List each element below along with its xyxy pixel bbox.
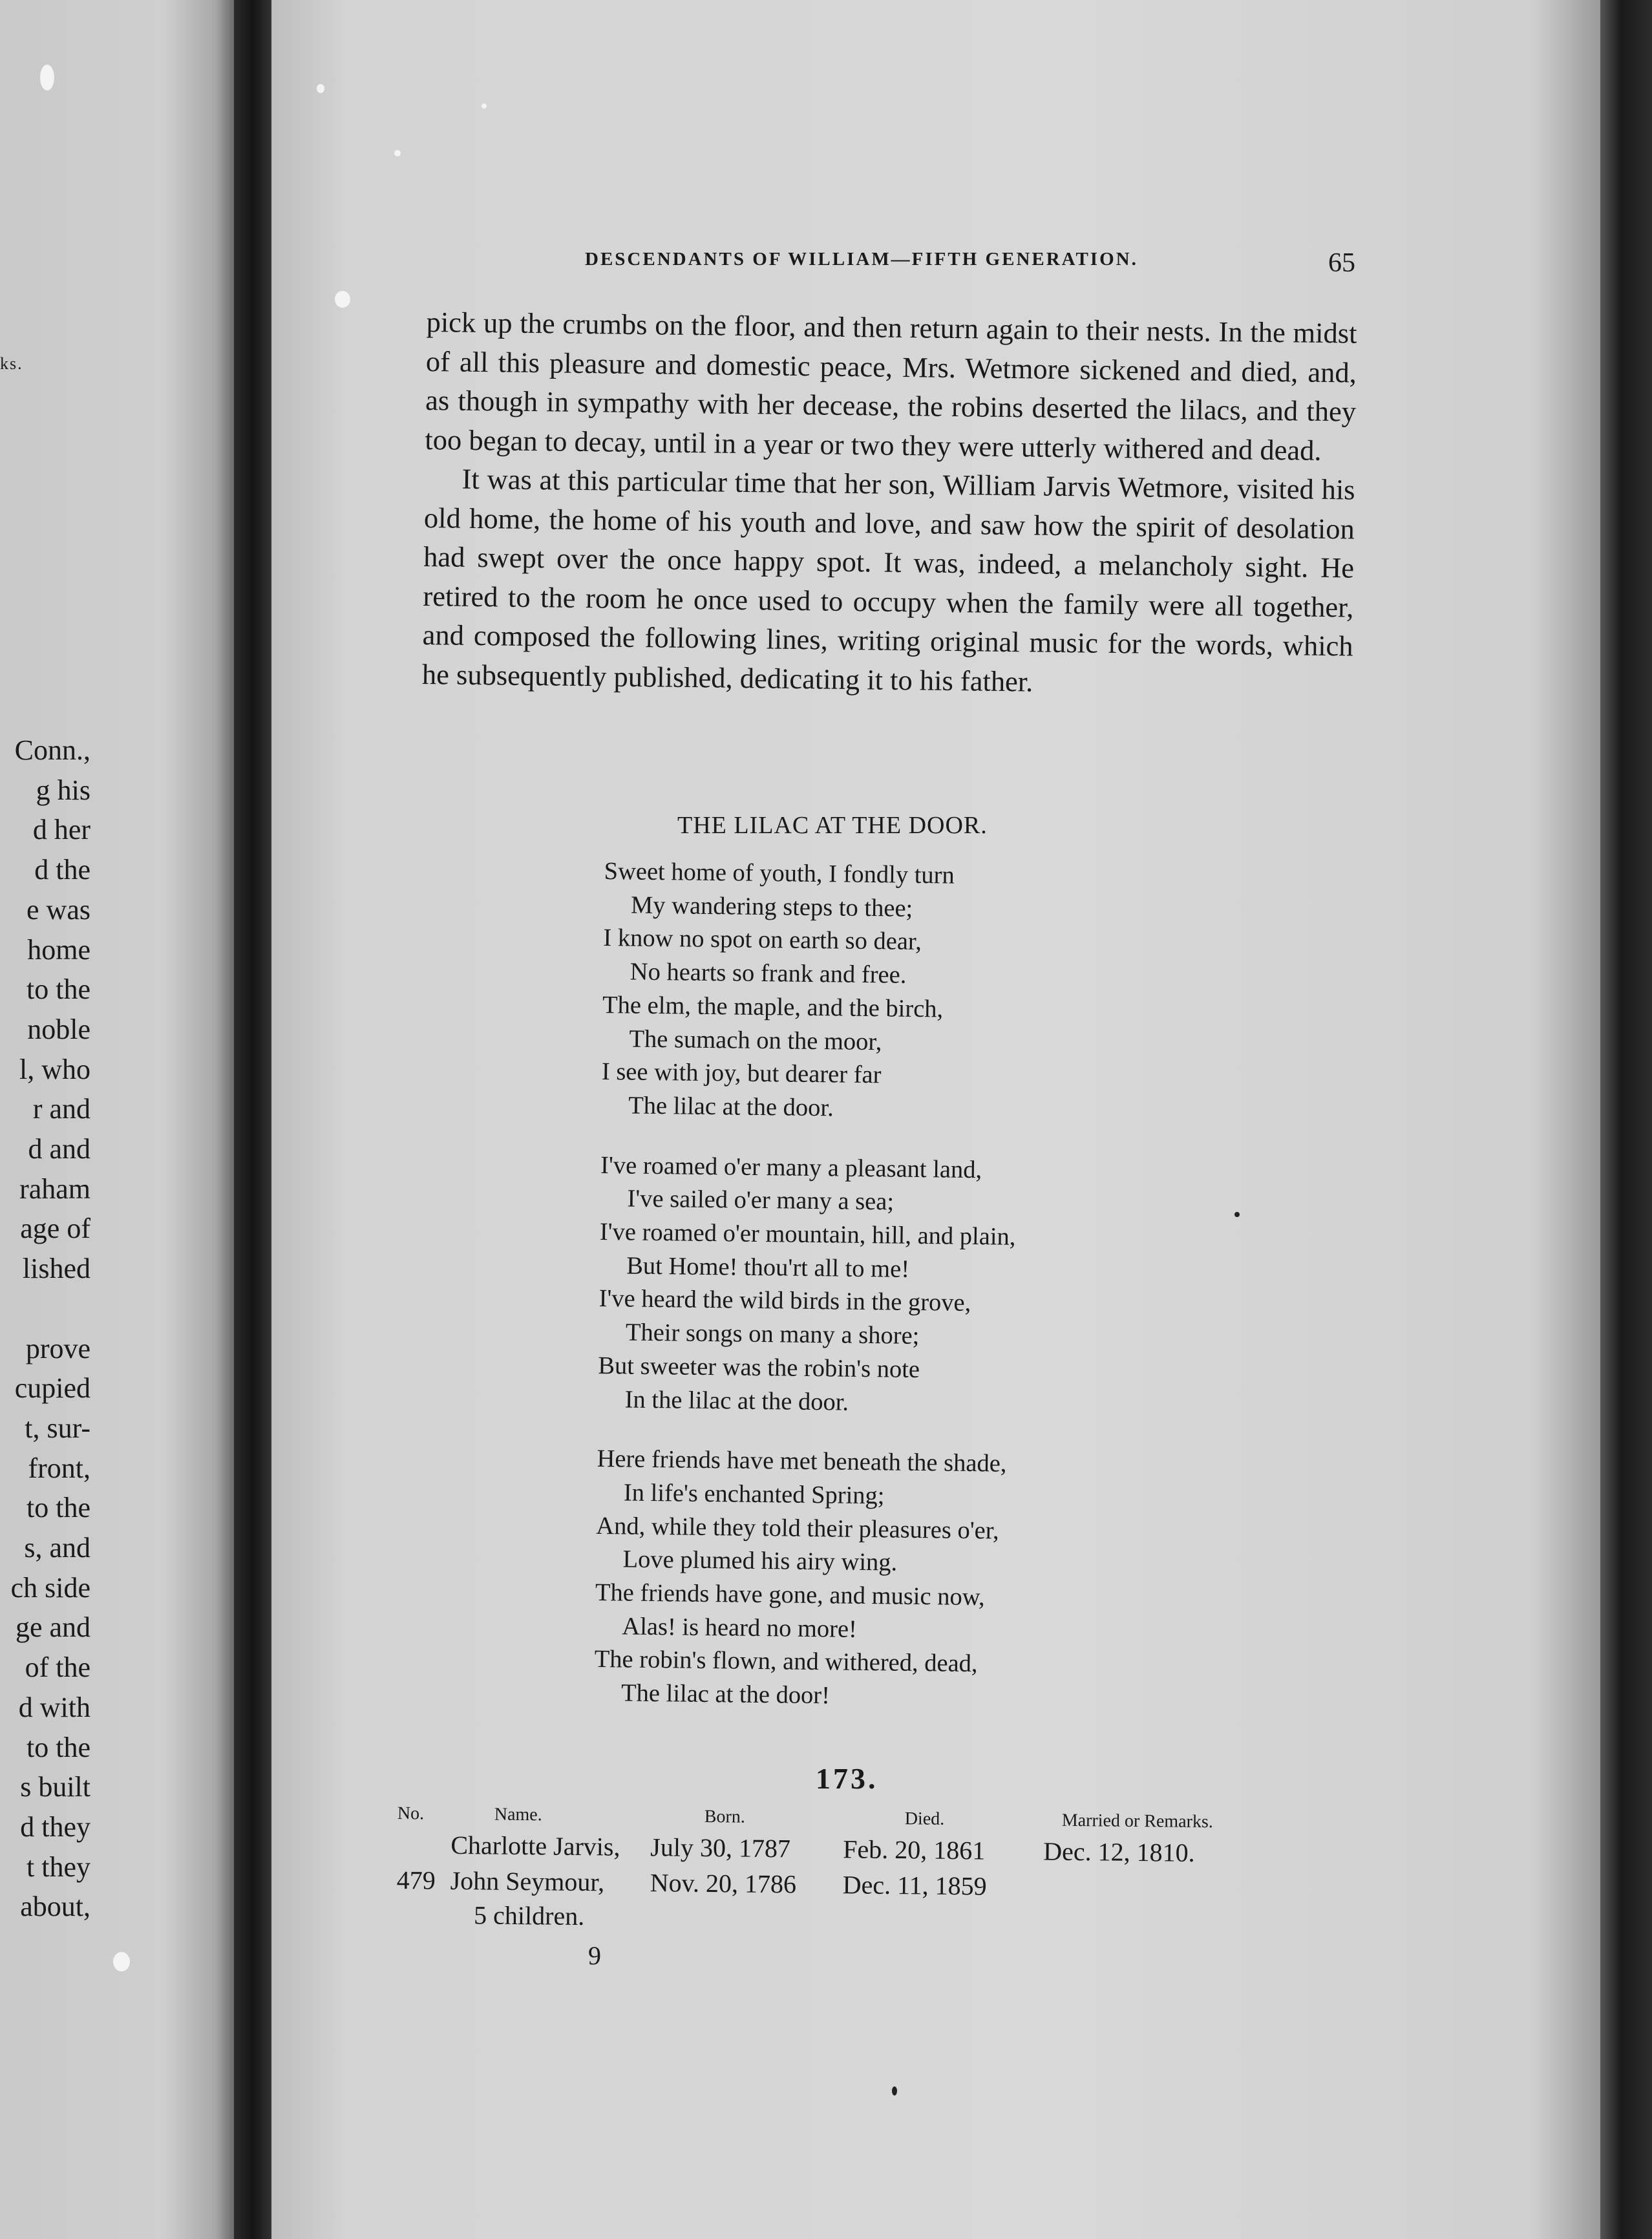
poem-line: Alas! is heard no more!	[622, 1613, 858, 1643]
poem-line: I've heard the wild birds in the grove,	[598, 1285, 971, 1317]
left-line: ch side	[10, 1571, 90, 1604]
poem-line: I've sailed o'er many a sea;	[627, 1185, 895, 1216]
left-line: d and	[28, 1133, 90, 1165]
left-line: g his	[36, 774, 90, 806]
poem-line: But Home! thou'rt all to me!	[626, 1252, 910, 1283]
poem-stanza	[601, 855, 1186, 1130]
left-line: e was	[26, 893, 90, 926]
poem-line: Here friends have met beneath the shade,	[597, 1445, 1007, 1478]
left-line: l, who	[19, 1053, 90, 1085]
poem-line: Love plumed his airy wing.	[622, 1545, 898, 1576]
paper-speck	[482, 103, 487, 109]
page-number: 65	[1328, 248, 1355, 278]
poem-line: But sweeter was the robin's note	[598, 1352, 920, 1383]
left-line: s, and	[24, 1532, 90, 1564]
left-line: cupied	[14, 1372, 90, 1405]
left-line: about,	[20, 1891, 90, 1923]
poem-line: The friends have gone, and music now,	[595, 1578, 985, 1611]
row-born: Nov. 20, 1786	[650, 1868, 797, 1899]
paper-speck	[335, 291, 350, 308]
left-line: home	[27, 933, 90, 966]
left-line: d with	[18, 1691, 90, 1723]
row-born: July 30, 1787	[650, 1832, 791, 1863]
row-no: 479	[396, 1865, 436, 1895]
left-line: noble	[27, 1013, 90, 1045]
left-line: to the	[26, 1731, 90, 1763]
children-note: 5 children.	[473, 1900, 585, 1931]
left-line: t, sur-	[25, 1412, 90, 1444]
poem-line: The robin's flown, and withered, dead,	[594, 1646, 978, 1678]
row-died: Feb. 20, 1861	[843, 1834, 986, 1865]
poem-line: In life's enchanted Spring;	[623, 1479, 885, 1510]
left-line: d the	[34, 854, 90, 886]
left-line: lished	[22, 1253, 90, 1285]
poem-line: Their songs on many a shore;	[625, 1319, 920, 1350]
ink-speck	[1234, 1212, 1240, 1217]
left-page	[0, 0, 234, 2239]
paper-speck	[40, 65, 54, 90]
running-head: DESCENDANTS OF WILLIAM—FIFTH GENERATION.	[585, 249, 1138, 270]
left-line: r and	[32, 1093, 90, 1125]
poem-line: I see with joy, but dearer far	[601, 1058, 882, 1089]
poem-line: The sumach on the moor,	[629, 1025, 882, 1056]
left-line: Conn.,	[14, 734, 90, 766]
left-line: prove	[25, 1332, 90, 1364]
poem-line: And, while they told their pleasures o'er,	[596, 1512, 999, 1545]
header-born: Born.	[704, 1806, 745, 1827]
left-page-fragment: ks.	[0, 354, 23, 373]
poem-line: I've roamed o'er many a pleasant land,	[600, 1151, 982, 1183]
signature-mark: 9	[588, 1941, 601, 1970]
row-remarks: Dec. 12, 1810.	[1043, 1836, 1195, 1867]
header-remarks: Married or Remarks.	[1061, 1810, 1213, 1832]
left-line: d they	[20, 1810, 90, 1843]
row-name: John Seymour,	[450, 1865, 605, 1897]
header-no: No.	[397, 1803, 425, 1824]
poem-line: The lilac at the door!	[620, 1679, 831, 1710]
poem-line: No hearts so frank and free.	[630, 958, 907, 989]
paper-speck	[113, 1952, 130, 1971]
ink-speck	[892, 2086, 897, 2096]
paragraph: It was at this particular time that her son, William Jarvis Wetmore, visited his old home, the home of his youth and love, and saw how the spirit of desolation had swept over the once happy spot. It was, indeed, a melancholy sight. He retired to the room he once used to occupy when the family were all together, and composed the following lines, writing original music for the words, which he subsequently published, dedicating it to his father.	[421, 462, 1355, 698]
left-page-text-column	[0, 730, 90, 1927]
poem-line: In the lilac at the door.	[624, 1385, 849, 1416]
poem-stanza	[597, 1149, 1182, 1424]
book-gutter	[234, 0, 271, 2239]
paper-speck	[317, 84, 324, 93]
left-line: d her	[32, 814, 90, 846]
poem-line: My wandering steps to thee;	[630, 891, 913, 922]
left-line-gap	[0, 1289, 90, 1329]
left-line: s built	[20, 1771, 90, 1803]
row-name: Charlotte Jarvis,	[450, 1830, 620, 1862]
left-line: age of	[20, 1213, 90, 1245]
poem-stanza	[594, 1443, 1179, 1717]
poem-line: Sweet home of youth, I fondly turn	[604, 857, 955, 889]
paper-speck	[394, 150, 401, 156]
poem-line: I've roamed o'er mountain, hill, and plain,	[599, 1218, 1016, 1251]
body-text	[422, 302, 1357, 705]
left-line: to the	[26, 973, 90, 1006]
left-line: of the	[25, 1651, 90, 1684]
book-edge	[1600, 0, 1652, 2239]
poem-line: The lilac at the door.	[628, 1092, 834, 1122]
left-line: t they	[26, 1851, 90, 1883]
header-name: Name.	[494, 1804, 542, 1825]
poem-line: The elm, the maple, and the birch,	[602, 991, 944, 1023]
left-line: raham	[19, 1173, 90, 1205]
left-line: ge and	[15, 1611, 90, 1644]
poem	[593, 855, 1186, 1744]
header-died: Died.	[904, 1809, 945, 1829]
poem-line: I know no spot on earth so dear,	[603, 924, 922, 956]
paragraph: pick up the crumbs on the floor, and then return again to their nests. In the midst of all this pleasure and domestic peace, Mrs. Wetmore sickened and died, and, as though in sympathy with her decease, the robins deserted the lilacs, and they too began to decay, until in a year or two they were utterly withered and dead.	[425, 305, 1357, 467]
row-died: Dec. 11, 1859	[842, 1870, 987, 1901]
record-number: 173.	[816, 1762, 878, 1795]
left-line: front,	[28, 1452, 90, 1484]
left-line: to the	[26, 1492, 90, 1524]
poem-title: THE LILAC AT THE DOOR.	[677, 812, 988, 839]
